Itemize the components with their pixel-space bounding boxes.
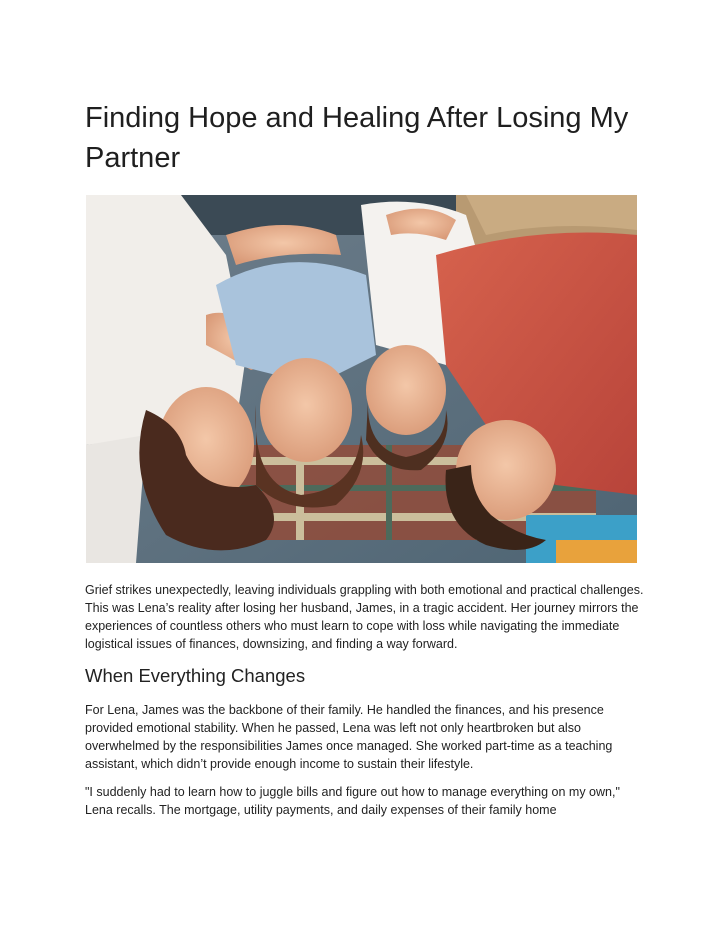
section-heading: When Everything Changes bbox=[85, 665, 306, 686]
page-title: Finding Hope and Healing After Losing My Partner bbox=[85, 102, 629, 174]
section-paragraph-1: For Lena, James was the backbone of their family. He handled the finances, and his presence provided emotional stability. When he passed, Lena was left not only heartbroken but also overwhelmed by the responsibilities James once managed. She worked part-time as a teaching assistant, which didn’t provide enough income to sustain their lifestyle. bbox=[85, 703, 613, 771]
section-paragraph-2: "I suddenly had to learn how to juggle bills and figure out how to manage everything on my own," Lena recalls. The mortgage, utility payments, and daily expenses of their family home bbox=[85, 785, 620, 817]
hero-image bbox=[86, 195, 637, 563]
family-photo-illustration bbox=[86, 195, 637, 563]
intro-paragraph: Grief strikes unexpectedly, leaving individuals grappling with both emotional and practical challenges. This was Lena’s reality after losing her husband, James, in a tragic accident. Her journey mirrors the experiences of countless others who must learn to cope with loss while navigating the immediate logistical issues of finances, downsizing, and finding a way forward. bbox=[85, 583, 644, 651]
